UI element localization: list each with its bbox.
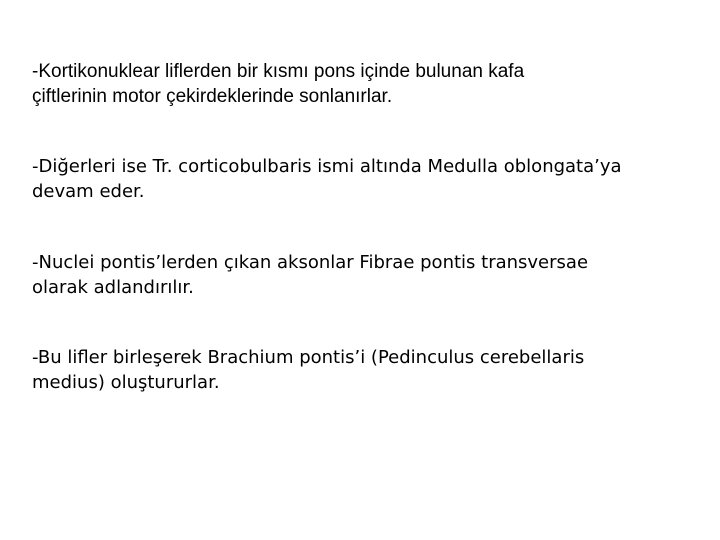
paragraph-pontine-nuclei: -Nuclei pontis’lerden çıkan aksonlar Fibrae pontis transversae olarak adlandırılır. <box>32 252 589 298</box>
paragraph-corticobulbar-tract: -Diğerleri ise Tr. corticobulbaris ismi altında Medulla oblongata’ya devam eder. <box>32 156 622 202</box>
paragraph-corticonuclear-fibers: -Kortikonuklear liflerden bir kısmı pons içinde bulunan kafa çiftlerinin motor çekirdeklerinde sonlanırlar. <box>32 61 525 107</box>
paragraph-brachium-pontis: -Bu lifler birleşerek Brachium pontis’i (Pedinculus cerebellaris medius) oluştururlar. <box>32 347 585 393</box>
